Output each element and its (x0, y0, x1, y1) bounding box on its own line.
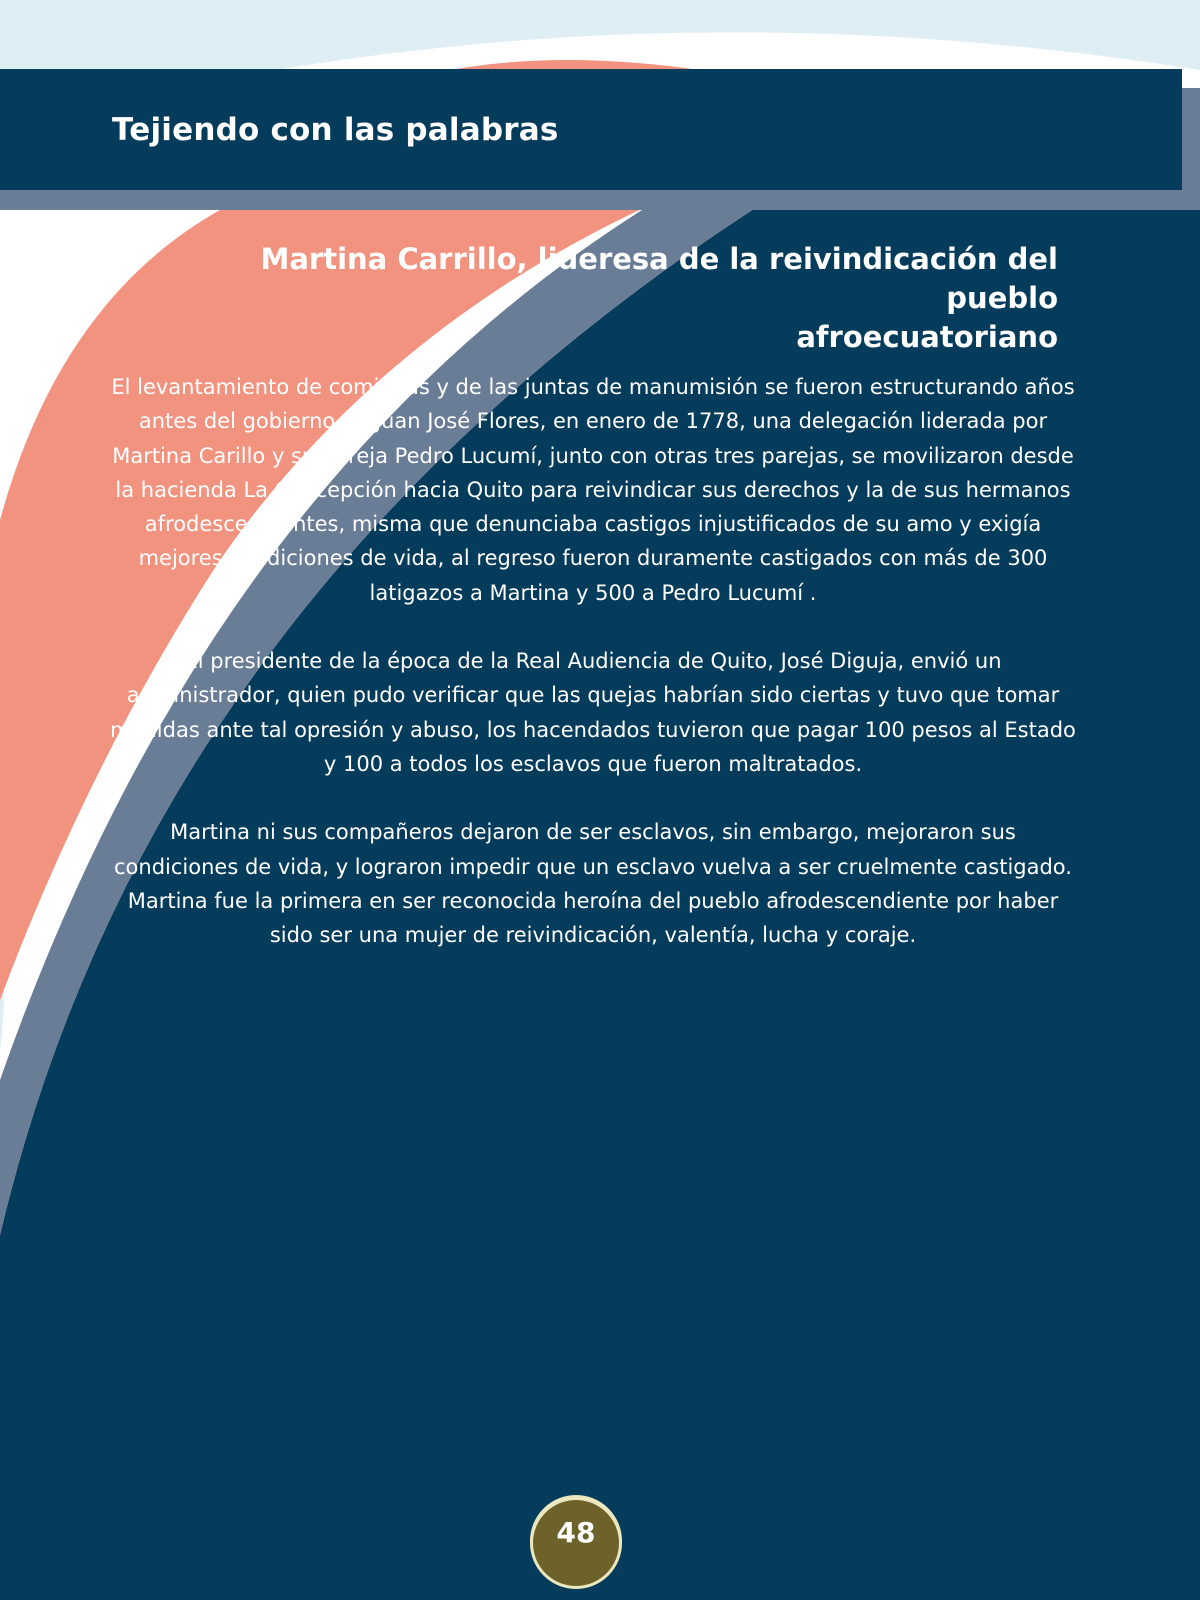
paragraph-4: Martina fue la primera en ser reconocida heroína del pueblo afrodescendiente por haber sido ser una mujer de reivindicación, valentía, lucha y coraje. (127, 888, 1059, 948)
header-edge-accent (1182, 88, 1200, 210)
paragraph-3: Martina ni sus compañeros dejaron de ser esclavos, sin embargo, mejoraron sus condiciones de vida, y lograron impedir que un esclavo vuelva a ser cruelmente castigado. (114, 820, 1072, 879)
article-title-line-2: afroecuatoriano (796, 320, 1058, 354)
article-title-line-1: Martina Carrillo, lideresa de la reivindicación del pueblo (260, 242, 1058, 315)
paragraph-1: El levantamiento de comitivas y de las juntas de manumisión se fueron estructurando años antes del gobierno de Juan José Flores, en enero de 1778, una delegación liderada por Martina Carillo y su pareja Pedro Lucumí, junto con otras tres parejas, se movilizaron desde la hacienda La Concepción hacia Quito para reivindicar sus derechos y la de sus hermanos afrodescendientes, misma que denunciaba castigos injustificados de su amo y exigía mejores condiciones de vida, al regreso fueron duramente castigados con más de 300 latigazos a Martina y 500 a Pedro Lucumí . (111, 375, 1075, 605)
article-title (190, 240, 1058, 357)
header-underline (0, 190, 1182, 210)
page-number: 48 (556, 1516, 596, 1549)
paragraph-2: El presidente de la época de la Real Audiencia de Quito, José Diguja, envió un administrador, quien pudo verificar que las quejas habrían sido ciertas y tuvo que tomar medidas ante tal opresión y abuso, los hacendados tuvieron que pagar 100 pesos al Estado y 100 a todos los esclavos que fueron maltratados. (110, 649, 1076, 776)
section-title: Tejiendo con las palabras (112, 112, 559, 148)
article-body (108, 370, 1078, 952)
